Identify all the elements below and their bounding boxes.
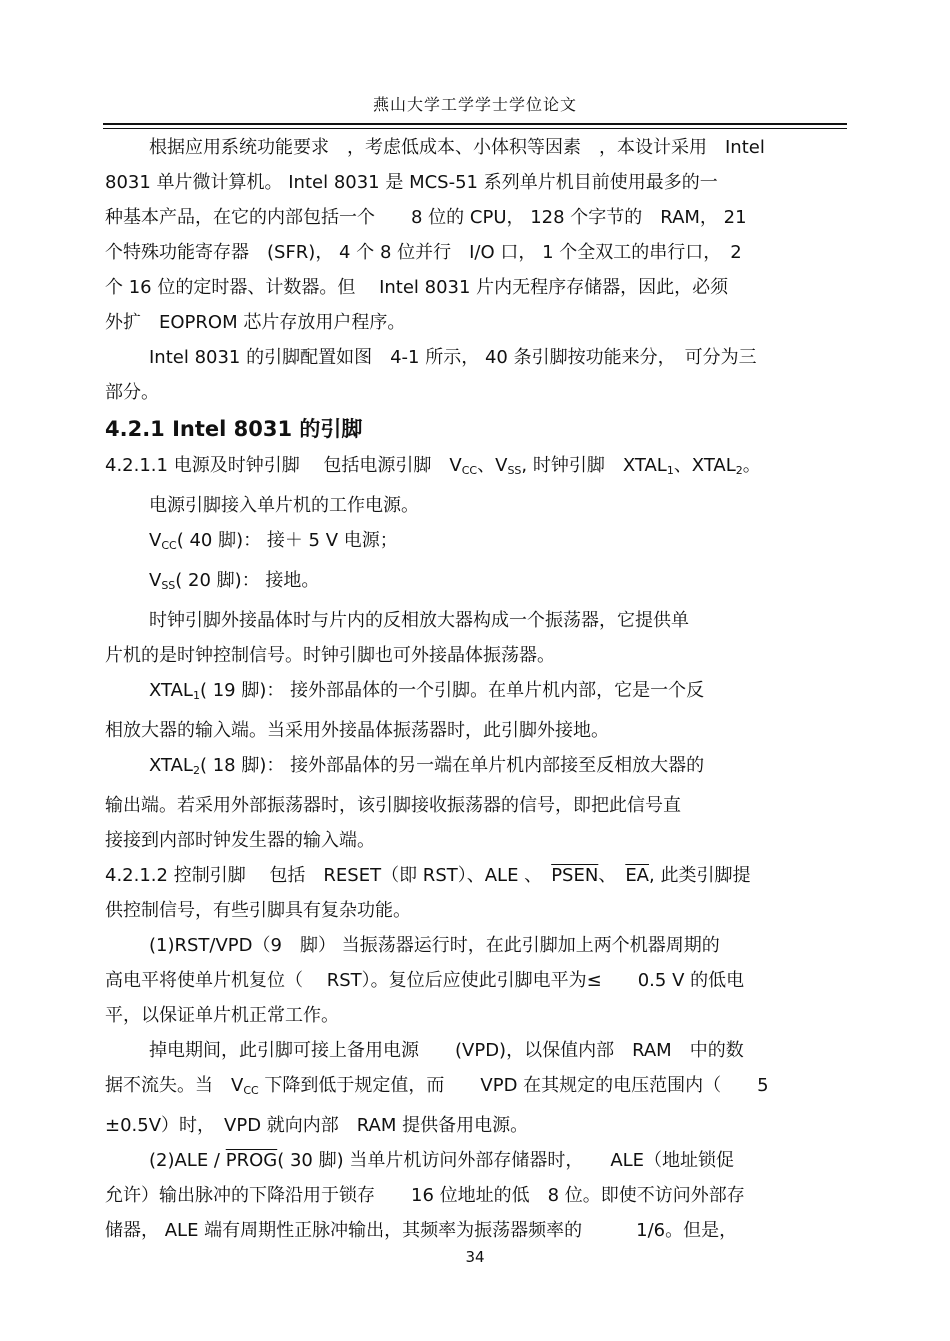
- text-line: 时钟引脚外接晶体时与片内的反相放大器构成一个振荡器，它提供单: [149, 610, 689, 631]
- text-line: 储器， ALE 端有周期性正脉冲输出，其频率为振荡器频率的 1/6。但是，: [105, 1220, 738, 1241]
- psen-signal: PSEN: [551, 865, 599, 886]
- text-line: 平，以保证单片机正常工作。: [105, 1005, 339, 1026]
- text-line: 根据应用系统功能要求 ，考虑低成本、小体积等因素 ，本设计采用 Intel: [149, 137, 765, 158]
- subscript: CC: [243, 1084, 259, 1097]
- text-span: 据不流失。当 V: [105, 1075, 244, 1096]
- text-line: 供控制信号，有些引脚具有复杂功能。: [105, 900, 411, 921]
- paragraph-pin-config: [105, 340, 843, 410]
- subscript: 2: [735, 464, 743, 477]
- heading-text: , 此类引脚提: [649, 865, 751, 886]
- section-heading-4-2-1: 4.2.1 Intel 8031 的引脚: [105, 417, 363, 441]
- text-line: ±0.5V）时， VPD 就向内部 RAM 提供备用电源。: [105, 1115, 529, 1136]
- vss-pin-line: [105, 563, 843, 603]
- pin-description: ( 40 脚)： 接＋ 5 V 电源；: [176, 530, 398, 551]
- text-span: 下降到低于规定值，而 VPD 在其规定的电压范围内（ 5: [258, 1075, 769, 1096]
- text-line: 接接到内部时钟发生器的输入端。: [105, 830, 375, 851]
- text-line: 8031 单片微计算机。 Intel 8031 是 MCS-51 系列单片机目前使用最多的一: [105, 172, 718, 193]
- text-span: (2)ALE /: [149, 1150, 226, 1171]
- paragraph-xtal2: [105, 748, 843, 858]
- text-line: 外扩 EOPROM 芯片存放用户程序。: [105, 312, 406, 333]
- page-number: 34: [465, 1248, 485, 1266]
- subscript: CC: [161, 539, 177, 552]
- text-line: Intel 8031 的引脚配置如图 4-1 所示， 40 条引脚按功能来分， 可分为三: [149, 347, 757, 368]
- text-line: [105, 673, 843, 713]
- text-line: [105, 748, 843, 788]
- heading-text: 、V: [477, 455, 508, 476]
- text-line: (1)RST/VPD（9 脚） 当振荡器运行时，在此引脚加上两个机器周期的: [149, 935, 720, 956]
- ea-signal: $\overline{EA}$: [625, 865, 649, 886]
- symbol: V: [149, 570, 162, 591]
- pin-description: ( 20 脚)： 接地。: [175, 570, 320, 591]
- heading-text: 。: [742, 455, 761, 476]
- paragraph-power-down: [105, 1033, 843, 1143]
- text-line: [105, 1068, 843, 1108]
- text-line: [105, 1143, 843, 1178]
- page-header-title: 燕山大学工学学士学位论文: [372, 95, 577, 114]
- header-rule-thin: [103, 128, 847, 129]
- subsection-4-2-1-2: [105, 858, 843, 928]
- symbol: XTAL: [149, 755, 193, 776]
- vcc-pin-line: [105, 523, 843, 563]
- text-line: 部分。: [105, 382, 159, 403]
- header-rule-thick: [103, 123, 847, 125]
- text-line: 掉电期间，此引脚可接上备用电源 (VPD)，以保值内部 RAM 中的数: [149, 1040, 744, 1061]
- text-line: 个特殊功能寄存器 (SFR)， 4 个 8 位并行 I/O 口， 1 个全双工的串行口， 2: [105, 242, 742, 263]
- subsection-heading-4-2-1-1: [105, 448, 843, 488]
- symbol: XTAL: [149, 680, 193, 701]
- subscript: 2: [192, 764, 200, 777]
- paragraph-ale: [105, 1143, 843, 1248]
- paragraph-xtal1: [105, 673, 843, 748]
- text-line: 输出端。若采用外部振荡器时，该引脚接收振荡器的信号，即把此信号直: [105, 795, 681, 816]
- paragraph-rst: [105, 928, 843, 1033]
- heading-text: 、XTAL: [673, 455, 736, 476]
- pin-description: ( 18 脚)： 接外部晶体的另一端在单片机内部接至反相放大器的: [199, 755, 705, 776]
- paragraph-clock: [105, 603, 843, 673]
- subsection-heading-4-2-1-2: [105, 858, 843, 893]
- text-line: 个 16 位的定时器、计数器。但 Intel 8031 片内无程序存储器，因此，必须: [105, 277, 729, 298]
- text-line: 片机的是时钟控制信号。时钟引脚也可外接晶体振荡器。: [105, 645, 555, 666]
- text-line: 电源引脚接入单片机的工作电源。: [149, 495, 419, 516]
- heading-text: , 时钟引脚 XTAL: [521, 455, 667, 476]
- text-line: 高电平将使单片机复位（ RST）。复位后应使此引脚电平为≤ 0.5 V 的低电: [105, 970, 745, 991]
- prog-signal: PROG: [225, 1150, 278, 1171]
- body-content: [105, 130, 843, 1248]
- text-span: ( 30 脚) 当单片机访问外部存储器时， ALE（地址锁促: [277, 1150, 735, 1171]
- paragraph-intro: [105, 130, 843, 340]
- heading-text: 4.2.1.2 控制引脚 包括 RESET（即 RST）、ALE 、: [105, 865, 552, 886]
- heading-text: 4.2.1.1 电源及时钟引脚 包括电源引脚 V: [105, 455, 462, 476]
- text-line: 种基本产品，在它的内部包括一个 8 位的 CPU， 128 个字节的 RAM， 21: [105, 207, 747, 228]
- symbol: V: [149, 530, 162, 551]
- text-line: 相放大器的输入端。当采用外接晶体振荡器时，此引脚外接地。: [105, 720, 609, 741]
- subscript: 1: [666, 464, 674, 477]
- subscript: SS: [161, 579, 176, 592]
- pin-description: ( 19 脚)： 接外部晶体的一个引脚。在单片机内部，它是一个反: [199, 680, 705, 701]
- subscript: CC: [461, 464, 478, 477]
- subscript: 1: [192, 689, 200, 702]
- text-line: 允许）输出脉冲的下降沿用于锁存 16 位地址的低 8 位。即使不访问外部存: [105, 1185, 745, 1206]
- heading-text: 、: [598, 865, 626, 886]
- subscript: SS: [507, 464, 522, 477]
